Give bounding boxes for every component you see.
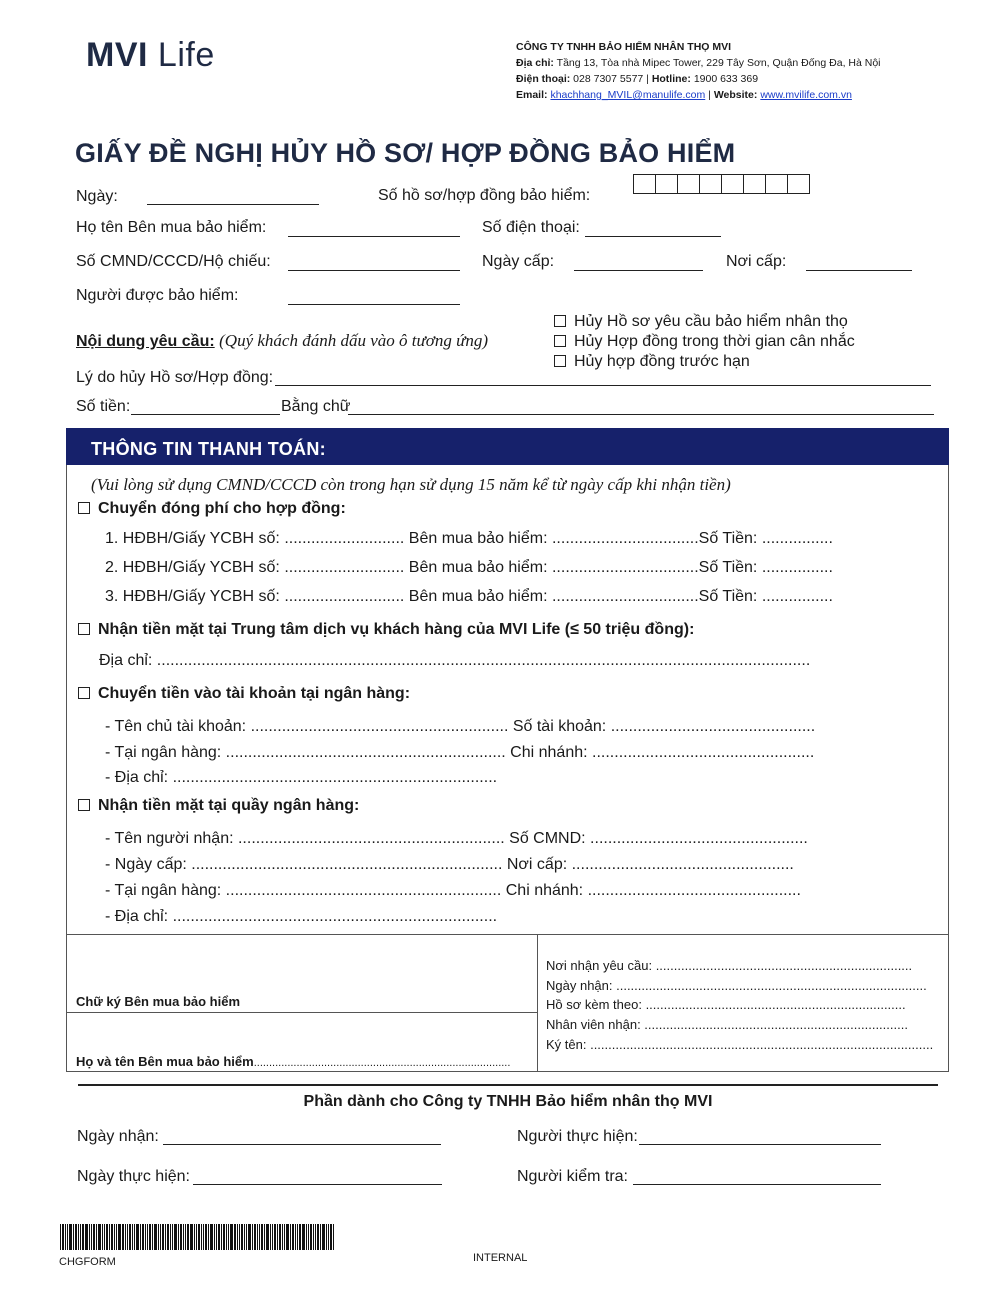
barcode-bar: [290, 1224, 291, 1250]
form-title: GIẤY ĐỀ NGHỊ HỦY HỒ SƠ/ HỢP ĐỒNG BẢO HIỂM: [75, 138, 736, 168]
option-cash-service-center[interactable]: [78, 621, 694, 639]
company-name: CÔNG TY TNHH BẢO HIỂM NHÂN THỌ MVI: [516, 41, 732, 53]
barcode-bar: [228, 1224, 229, 1250]
phone-label: Số điện thoại:: [482, 219, 580, 236]
received-date-label: Ngày nhận:: [77, 1128, 159, 1145]
issue-date-field[interactable]: [574, 270, 703, 271]
checkbox[interactable]: [554, 315, 566, 327]
bank-transfer-row-1[interactable]: - Tên chủ tài khoản: .......................................................... Số tài khoản: ..............................................: [105, 718, 816, 735]
bank-counter-row-2[interactable]: - Ngày cấp: ...................................................................... Nơi cấp: ..................................................: [105, 856, 794, 873]
bank-counter-row-4[interactable]: - Địa chỉ: .........................................................................: [105, 908, 498, 925]
amount-words-field[interactable]: [348, 414, 934, 415]
barcode-bar: [140, 1224, 141, 1250]
request-content: [76, 331, 488, 351]
option-cancel-application[interactable]: [554, 312, 855, 332]
barcode-bar: [198, 1224, 200, 1250]
barcode-bar: [196, 1224, 197, 1250]
barcode-bar: [154, 1224, 157, 1250]
barcode-bar: [254, 1224, 256, 1250]
barcode-bar: [165, 1224, 166, 1250]
barcode-bar: [136, 1224, 139, 1250]
barcode-bar: [89, 1224, 90, 1250]
receiver-row-place[interactable]: Nơi nhận yêu cầu: .......................................................................: [546, 958, 913, 973]
issue-date-label: Ngày cấp:: [482, 253, 555, 270]
barcode-bar: [85, 1224, 88, 1250]
barcode-bar: [158, 1224, 159, 1250]
barcode-bar: [306, 1224, 307, 1250]
barcode-bar: [221, 1224, 222, 1250]
mvi-life-logo: [86, 36, 215, 75]
issue-place-label: Nơi cấp:: [726, 253, 787, 270]
barcode-bar: [272, 1224, 273, 1250]
bank-counter-row-1[interactable]: - Tên người nhận: ............................................................ Số CMND: .................................................: [105, 830, 808, 847]
option-label: Chuyển đóng phí cho hợp đồng:: [98, 500, 346, 517]
barcode-bar: [118, 1224, 121, 1250]
request-label: Nội dung yêu cầu:: [76, 333, 215, 350]
email-label: Email:: [516, 89, 548, 101]
barcode-bar: [308, 1224, 309, 1250]
barcode-bar: [60, 1224, 61, 1250]
performer-field[interactable]: [639, 1144, 881, 1145]
id-label: Số CMND/CCCD/Hộ chiếu:: [76, 253, 271, 270]
barcode-bar: [313, 1224, 314, 1250]
barcode-bar: [322, 1224, 325, 1250]
fullname-dots: ....................................................................................: [253, 1057, 511, 1069]
checkbox[interactable]: [78, 623, 90, 635]
barcode-bar: [142, 1224, 144, 1250]
barcode-bar: [201, 1224, 202, 1250]
reason-label: Lý do hủy Hồ sơ/Hợp đồng:: [76, 369, 274, 386]
checkbox[interactable]: [78, 687, 90, 699]
reason-field[interactable]: [275, 385, 931, 386]
barcode-bar: [279, 1224, 281, 1250]
bank-transfer-row-2[interactable]: - Tại ngân hàng: ............................................................... Chi nhánh: ..................................................: [105, 744, 815, 761]
barcode-bar: [237, 1224, 238, 1250]
barcode-bar: [183, 1224, 184, 1250]
service-center-address[interactable]: Địa chỉ: ...................................................................................................................................................: [99, 652, 811, 669]
barcode-bar: [248, 1224, 251, 1250]
barcode-bar: [162, 1224, 164, 1250]
barcode-bar: [134, 1224, 135, 1250]
receiver-block: [546, 956, 933, 1055]
option-cash-bank-counter[interactable]: [78, 797, 359, 815]
barcode-bar: [223, 1224, 225, 1250]
barcode-bar: [274, 1224, 276, 1250]
barcode-bar: [257, 1224, 258, 1250]
barcode-bar: [194, 1224, 195, 1250]
fullname-label: Họ và tên Bên mua bảo hiểm: [76, 1054, 254, 1069]
barcode-bar: [178, 1224, 179, 1250]
insured-label: Người được bảo hiểm:: [76, 287, 239, 304]
barcode-bar: [129, 1224, 131, 1250]
barcode-image: [60, 1224, 335, 1250]
checker-field[interactable]: [633, 1184, 881, 1185]
barcode-bar: [116, 1224, 117, 1250]
barcode-bar: [80, 1224, 81, 1250]
insured-field[interactable]: [288, 304, 460, 305]
barcode-bar: [172, 1224, 173, 1250]
bank-transfer-row-3[interactable]: - Địa chỉ: .........................................................................: [105, 769, 498, 786]
barcode-bar: [261, 1224, 263, 1250]
option-label: Hủy Hợp đồng trong thời gian cân nhắc: [574, 333, 855, 350]
barcode-bar: [230, 1224, 233, 1250]
barcode-bar: [252, 1224, 253, 1250]
barcode-bar: [203, 1224, 204, 1250]
request-hint: (Quý khách đánh dấu vào ô tương ứng): [219, 331, 488, 350]
company-phone: 028 7307 5577: [573, 73, 644, 85]
hotline-label: Hotline:: [651, 73, 691, 85]
amount-label: Số tiền:: [76, 398, 131, 415]
barcode-bar: [111, 1224, 113, 1250]
option-label: Hủy Hồ sơ yêu cầu bảo hiểm nhân thọ: [574, 313, 848, 330]
barcode-bar: [244, 1224, 245, 1250]
received-date-field[interactable]: [163, 1144, 441, 1145]
barcode-bar: [127, 1224, 128, 1250]
receiver-row-staff[interactable]: Nhân viên nhận: .........................................................................: [546, 1017, 908, 1033]
barcode-bar: [149, 1224, 151, 1250]
barcode-bar: [174, 1224, 177, 1250]
option-bank-transfer[interactable]: [78, 685, 410, 703]
barcode-bar: [170, 1224, 171, 1250]
option-label: Chuyển tiền vào tài khoản tại ngân hàng:: [98, 685, 411, 702]
barcode-bar: [328, 1224, 329, 1250]
barcode-bar: [218, 1224, 220, 1250]
phone-field[interactable]: [585, 236, 721, 237]
phone-label: Điện thoại:: [516, 73, 571, 85]
option-cancel-early[interactable]: [554, 352, 855, 372]
barcode-bar: [180, 1224, 182, 1250]
barcode-bar: [333, 1224, 334, 1250]
checkbox[interactable]: [78, 799, 90, 811]
performed-date-field[interactable]: [193, 1184, 442, 1185]
payment-note: (Vui lòng sử dụng CMND/CCCD còn trong hạn sử dụng 15 năm kể từ ngày cấp khi nhận tiền): [91, 475, 731, 494]
barcode-bar: [299, 1224, 301, 1250]
barcode-bar: [210, 1224, 213, 1250]
barcode-bar: [326, 1224, 327, 1250]
receiver-row-date[interactable]: Ngày nhận: ......................................................................................: [546, 977, 927, 993]
barcode-bar: [205, 1224, 207, 1250]
barcode-bar: [295, 1224, 296, 1250]
website-link[interactable]: www.mvilife.com.vn: [760, 89, 852, 101]
option-label: Hủy hợp đồng trước hạn: [574, 353, 750, 370]
barcode-bar: [239, 1224, 240, 1250]
company-section-heading: Phần dành cho Công ty TNHH Bảo hiểm nhân thọ MVI: [303, 1093, 713, 1110]
signature-mid-border: [66, 1012, 537, 1013]
barcode-bar: [241, 1224, 243, 1250]
barcode-bar: [122, 1224, 124, 1250]
barcode-bar: [264, 1224, 265, 1250]
barcode-bar: [270, 1224, 271, 1250]
barcode-bar: [320, 1224, 321, 1250]
buyer-name-label: Họ tên Bên mua bảo hiểm:: [76, 219, 267, 236]
barcode-bar: [216, 1224, 217, 1250]
payment-heading: THÔNG TIN THANH TOÁN:: [91, 439, 326, 459]
option-cancel-free-look[interactable]: [554, 332, 855, 352]
receiver-row-attachments[interactable]: Hồ sơ kèm theo: ........................................................................: [546, 997, 906, 1013]
signature-label: Chữ ký Bên mua bảo hiểm: [76, 994, 241, 1009]
performed-date-label: Ngày thực hiện:: [77, 1168, 190, 1185]
checker-label: Người kiểm tra:: [517, 1168, 628, 1185]
barcode-bar: [114, 1224, 115, 1250]
barcode-bar: [208, 1224, 209, 1250]
barcode-bar: [214, 1224, 215, 1250]
barcode-bar: [246, 1224, 247, 1250]
barcode-bar: [145, 1224, 146, 1250]
barcode-bar: [65, 1224, 66, 1250]
email-link[interactable]: khachhang_MVIL@manulife.com: [550, 89, 706, 101]
company-hotline: 1900 633 369: [693, 73, 759, 85]
checkbox[interactable]: [554, 355, 566, 367]
contract-no-label: Số hồ sơ/hợp đồng bảo hiểm:: [378, 187, 591, 204]
barcode-bar: [96, 1224, 97, 1250]
barcode-bar: [302, 1224, 305, 1250]
barcode-bar: [185, 1224, 186, 1250]
barcode-bar: [187, 1224, 189, 1250]
premium-row-1[interactable]: 1. HĐBH/Giấy YCBH số: ........................... Bên mua bảo hiểm: .................................Số Tiền: ................: [105, 530, 833, 547]
fullname-row[interactable]: [76, 1054, 510, 1069]
classification-label: INTERNAL: [473, 1252, 528, 1264]
barcode-bar: [292, 1224, 294, 1250]
barcode-bar: [317, 1224, 319, 1250]
barcode-bar: [93, 1224, 95, 1250]
barcode-bar: [109, 1224, 110, 1250]
checkbox[interactable]: [78, 502, 90, 514]
logo-life: Life: [157, 36, 215, 74]
signature-divider: [537, 934, 538, 1072]
barcode-bar: [91, 1224, 92, 1250]
bank-counter-row-3[interactable]: - Tại ngân hàng: .............................................................. Chi nhánh: ................................................: [105, 882, 801, 899]
barcode-bar: [310, 1224, 312, 1250]
barcode-bar: [147, 1224, 148, 1250]
barcode-bar: [78, 1224, 79, 1250]
amount-field[interactable]: [131, 414, 280, 415]
barcode-bar: [104, 1224, 105, 1250]
contract-no-boxes[interactable]: [634, 174, 810, 194]
barcode-bar: [102, 1224, 103, 1250]
date-label: Ngày:: [76, 188, 118, 205]
barcode-bar: [160, 1224, 161, 1250]
premium-row-3[interactable]: 3. HĐBH/Giấy YCBH số: ........................... Bên mua bảo hiểm: .................................Số Tiền: ................: [105, 588, 833, 605]
logo-main: MVI: [86, 36, 148, 74]
barcode-bar: [75, 1224, 77, 1250]
issue-place-field[interactable]: [806, 270, 912, 271]
barcode-bar: [152, 1224, 153, 1250]
form-code: CHGFORM: [59, 1256, 116, 1268]
premium-row-2[interactable]: 2. HĐBH/Giấy YCBH số: ........................... Bên mua bảo hiểm: .................................Số Tiền: ................: [105, 559, 833, 576]
barcode-bar: [284, 1224, 285, 1250]
barcode-bar: [266, 1224, 269, 1250]
barcode-bar: [277, 1224, 278, 1250]
buyer-name-field[interactable]: [288, 236, 460, 237]
barcode-bar: [226, 1224, 227, 1250]
barcode-bar: [82, 1224, 84, 1250]
barcode-bar: [234, 1224, 236, 1250]
date-field[interactable]: [147, 204, 319, 205]
option-label: Nhận tiền mặt tại quầy ngân hàng:: [98, 797, 360, 814]
barcode-bar: [106, 1224, 108, 1250]
barcode-bar: [297, 1224, 298, 1250]
website-label: Website:: [713, 89, 758, 101]
barcode-bar: [125, 1224, 126, 1250]
company-address: Tầng 13, Tòa nhà Mipec Tower, 229 Tây Sơn, Quận Đống Đa, Hà Nội: [556, 57, 881, 69]
barcode-bar: [98, 1224, 101, 1250]
performer-label: Người thực hiện:: [517, 1128, 638, 1145]
amount-words-label: Bằng chữ: [281, 398, 351, 415]
barcode-bar: [69, 1224, 72, 1250]
barcode-bar: [132, 1224, 133, 1250]
barcode-bar: [282, 1224, 283, 1250]
barcode-bar: [67, 1224, 68, 1250]
company-info: CÔNG TY TNHH BẢO HIỂM NHÂN THỌ MVI Địa chỉ: Tầng 13, Tòa nhà Mipec Tower, 229 Tây Sơn, Quận Đống Đa, Hà Nội Điện thoại: 028 7307 5577 | Hotline: 1900 633 369 Email: khachhang_MVIL@manulife.com | Website: www.mvilife.com.vn: [516, 41, 881, 101]
barcode-bar: [73, 1224, 74, 1250]
company-section-divider: [78, 1084, 938, 1086]
option-label: Nhận tiền mặt tại Trung tâm dịch vụ khách hàng của MVI Life (≤ 50 triệu đồng):: [98, 621, 695, 638]
barcode-bar: [167, 1224, 169, 1250]
barcode-bar: [330, 1224, 332, 1250]
receiver-row-signature[interactable]: Ký tên: ...............................................................................................: [546, 1036, 934, 1052]
address-label: Địa chỉ:: [516, 57, 554, 69]
signature-top-border: [66, 934, 949, 935]
barcode-bar: [315, 1224, 316, 1250]
option-premium-transfer[interactable]: [78, 500, 346, 518]
barcode-bar: [286, 1224, 289, 1250]
request-options: [554, 312, 855, 372]
barcode-bar: [62, 1224, 64, 1250]
barcode-bar: [190, 1224, 193, 1250]
id-field[interactable]: [288, 270, 460, 271]
barcode-bar: [259, 1224, 260, 1250]
checkbox[interactable]: [554, 335, 566, 347]
